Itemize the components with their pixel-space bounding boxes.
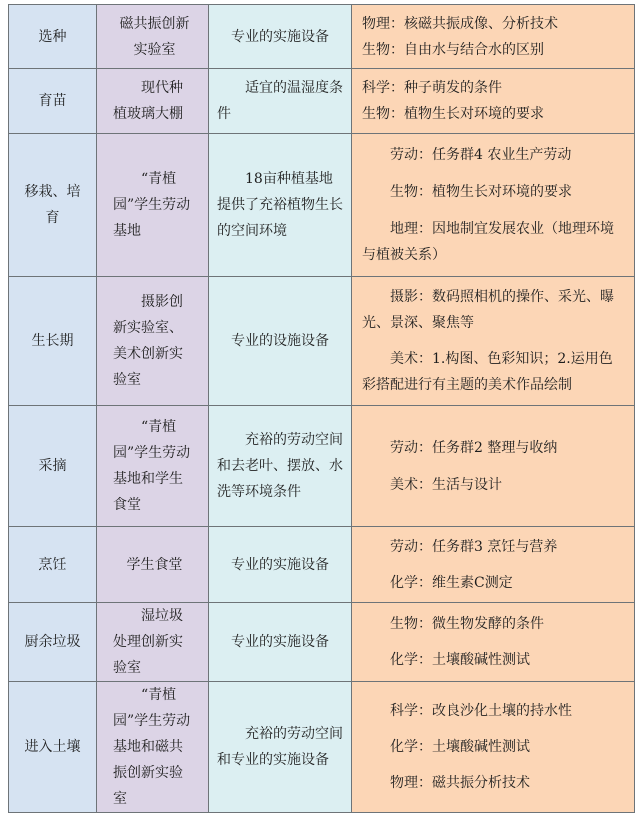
equipment-cell: 专业的实施设备	[209, 527, 352, 603]
subject-line: 物理：磁共振分析技术	[390, 775, 530, 791]
subject-line: 生物：植物生长对环境的要求	[362, 106, 544, 122]
subject-line: 劳动：任务群3 烹饪与营养	[390, 538, 558, 555]
equipment-text: 适宜的温湿度条件	[217, 80, 343, 122]
equipment-text: 充裕的劳动空间和专业的实施设备	[217, 726, 343, 768]
table-row	[9, 527, 635, 603]
equipment-cell: 专业的设施设备	[209, 277, 352, 406]
lab-cell: 磁共振创新实验室	[97, 5, 209, 69]
equipment-text: 充裕的劳动空间和去老叶、摆放、水洗等环境条件	[217, 432, 343, 500]
subject-line: 摄影：数码照相机的操作、采光、曝光、景深、聚焦等	[362, 289, 614, 331]
lab-cell	[97, 406, 209, 527]
lab-cell	[97, 603, 209, 682]
lab-text: “青植园”学生劳动基地	[113, 171, 191, 239]
subject-line: 科学：改良沙化土壤的持水性	[390, 703, 572, 719]
subject-line: 化学：土壤酸碱性测试	[390, 652, 530, 668]
lab-text: “青植园”学生劳动基地和学生食堂	[113, 419, 191, 513]
subjects-cell	[352, 134, 635, 277]
table-row	[9, 406, 635, 527]
subjects-cell	[352, 682, 635, 813]
subject-line: 地理：因地制宜发展农业（地理环境与植被关系）	[362, 221, 614, 263]
stage-cell: 采摘	[9, 406, 97, 527]
lab-cell	[97, 69, 209, 134]
subject-line: 美术：1.构图、色彩知识；2.运用色彩搭配进行有主题的美术作品绘制	[362, 351, 613, 393]
lab-text: “青植园”学生劳动基地和磁共振创新实验室	[113, 687, 191, 807]
table-row	[9, 277, 635, 406]
equipment-cell	[209, 682, 352, 813]
subject-line: 生物：植物生长对环境的要求	[390, 184, 572, 200]
subjects-cell	[352, 277, 635, 406]
stage-cell: 育苗	[9, 69, 97, 134]
subject-line: 物理：核磁共振成像、分析技术	[362, 15, 558, 32]
lab-cell	[97, 134, 209, 277]
lab-cell	[97, 682, 209, 813]
stage-cell: 生长期	[9, 277, 97, 406]
table-row	[9, 134, 635, 277]
lab-cell: 学生食堂	[97, 527, 209, 603]
subject-line: 劳动：任务群2 整理与收纳	[390, 439, 558, 456]
table-row	[9, 603, 635, 682]
stage-cell: 选种	[9, 5, 97, 69]
table-row	[9, 5, 635, 69]
stage-cell: 移栽、培育	[9, 134, 97, 277]
subject-line: 化学：维生素C测定	[390, 574, 513, 591]
lab-text: 摄影创新实验室、美术创新实验室	[113, 294, 183, 388]
subject-line: 化学：土壤酸碱性测试	[390, 739, 530, 755]
subject-line: 科学：种子萌发的条件	[362, 80, 502, 96]
lab-text: 现代种植玻璃大棚	[113, 80, 183, 122]
subject-line: 生物：自由水与结合水的区别	[362, 41, 544, 58]
stage-cell: 厨余垃圾	[9, 603, 97, 682]
subjects-cell	[352, 69, 635, 134]
lab-text: 湿垃圾处理创新实验室	[113, 608, 183, 676]
equipment-cell	[209, 406, 352, 527]
table-row	[9, 69, 635, 134]
subject-line: 美术：生活与设计	[390, 476, 502, 493]
equipment-cell: 专业的实施设备	[209, 603, 352, 682]
subjects-cell	[352, 406, 635, 527]
curriculum-table	[8, 4, 635, 813]
equipment-cell	[209, 134, 352, 277]
equipment-cell	[209, 69, 352, 134]
stage-cell: 烹饪	[9, 527, 97, 603]
equipment-text: 18亩种植基地提供了充裕植物生长的空间环境	[217, 171, 343, 239]
subject-line: 劳动：任务群4 农业生产劳动	[390, 147, 572, 163]
table-row	[9, 682, 635, 813]
stage-cell: 进入土壤	[9, 682, 97, 813]
subject-line: 生物：微生物发酵的条件	[390, 616, 544, 632]
subjects-cell	[352, 527, 635, 603]
lab-cell	[97, 277, 209, 406]
equipment-cell: 专业的实施设备	[209, 5, 352, 69]
subjects-cell	[352, 5, 635, 69]
subjects-cell	[352, 603, 635, 682]
